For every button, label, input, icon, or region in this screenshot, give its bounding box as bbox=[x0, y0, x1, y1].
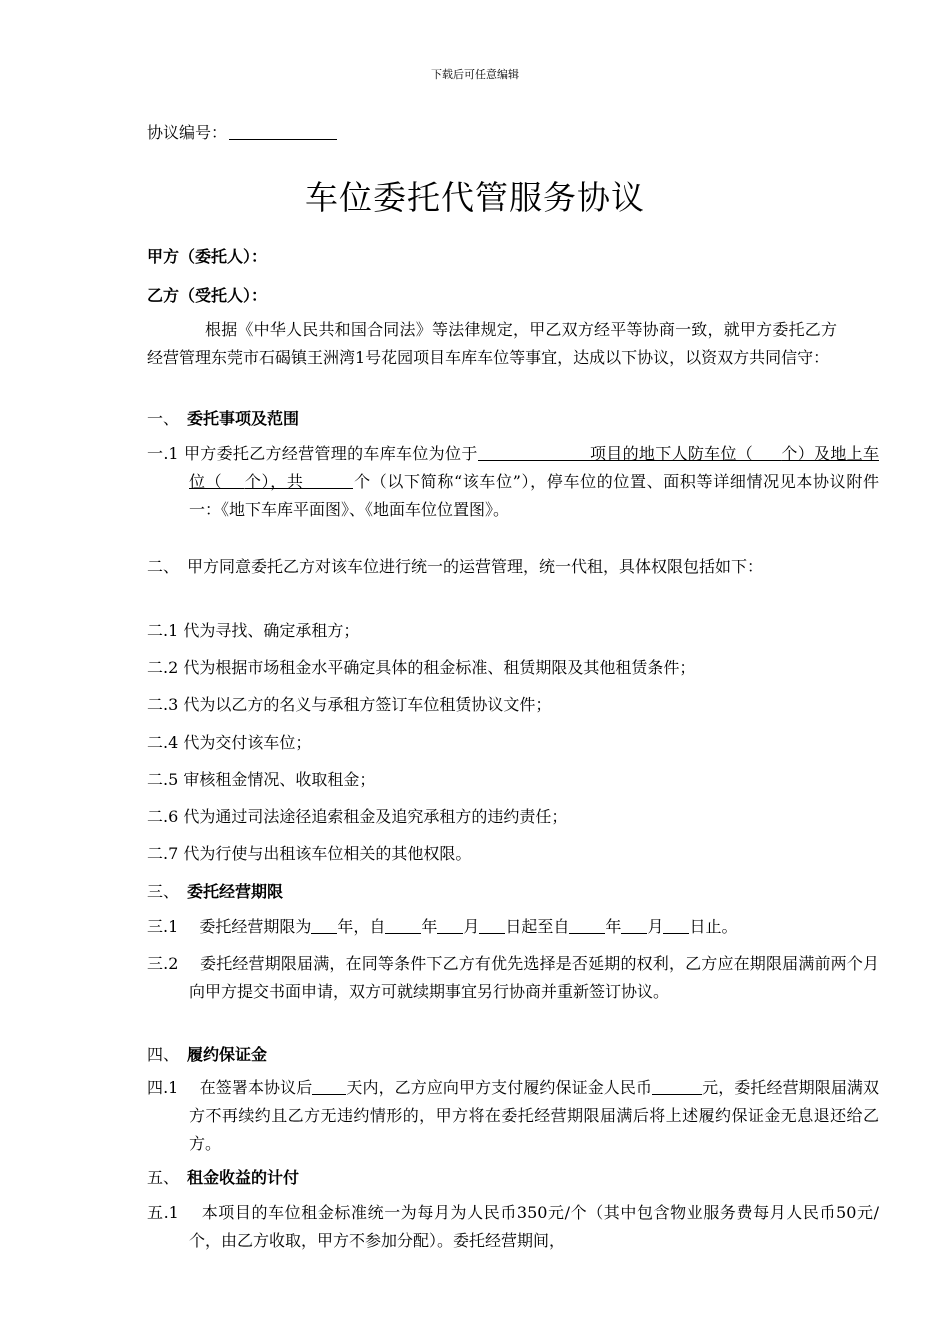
clause-3-2: 三.2 委托经营期限届满，在同等条件下乙方有优先选择是否延期的权利，乙方应在期限届满前两个月向甲方提交书面申请，双方可就续期事宜另行协商并重新签订协议。 bbox=[147, 954, 879, 1001]
clause-2-item: 二.1 代为寻找、确定承租方； bbox=[147, 621, 360, 640]
clause-2-item: 二.7 代为行使与出租该车位相关的其他权限。 bbox=[147, 844, 472, 863]
clause-2-item: 二.3 代为以乙方的名义与承租方签订车位租赁协议文件； bbox=[147, 695, 552, 714]
document-title: 车位委托代管服务协议 bbox=[305, 178, 645, 217]
clause-2-item: 二.6 代为通过司法途径追索租金及追究承租方的违约责任； bbox=[147, 807, 568, 826]
clause-4-1: 四.1 在签署本协议后 天内，乙方应向甲方支付履约保证金人民币 元，委托经营期限届满双方不再续约且乙方无违约情形的，甲方将在委托经营期限届满后将上述履约保证金无息退还给乙方。 bbox=[147, 1078, 879, 1153]
clause-2-item: 二.4 代为交付该车位； bbox=[147, 733, 312, 752]
clause-2-item: 二.5 审核租金情况、收取租金； bbox=[147, 770, 376, 789]
section-heading: 一、 委托事项及范围 bbox=[147, 409, 300, 428]
header-note: 下载后可任意编辑 bbox=[431, 68, 519, 81]
intro-paragraph: 根据《中华人民共和国合同法》等法律规定，甲乙双方经平等协商一致，就甲方委托乙方经营管理东莞市石碣镇王洲湾1号花园项目车库车位等事宜，达成以下协议，以资双方共同信守： bbox=[147, 320, 837, 367]
agreement-number-blank bbox=[229, 123, 337, 140]
clause-5-1: 五.1 本项目的车位租金标准统一为每月为人民币350元/个（其中包含物业服务费每月人民币50元/个，由乙方收取，甲方不参加分配）。委托经营期间， bbox=[147, 1203, 879, 1250]
section-heading: 三、 委托经营期限 bbox=[147, 882, 284, 901]
party-b-label: 乙方（受托人）： bbox=[147, 286, 268, 305]
agreement-number bbox=[147, 120, 337, 143]
clause-2: 二、 甲方同意委托乙方对该车位进行统一的运营管理，统一代租，具体权限包括如下： bbox=[147, 557, 764, 576]
clause-3-1: 三.1 委托经营期限为 年，自 年 月 日起至自 年 月 日止。 bbox=[147, 917, 738, 936]
section-heading: 四、 履约保证金 bbox=[147, 1045, 268, 1064]
section-heading: 五、 租金收益的计付 bbox=[147, 1168, 300, 1187]
clause-2-item: 二.2 代为根据市场租金水平确定具体的租金标准、租赁期限及其他租赁条件； bbox=[147, 658, 696, 677]
party-a-label: 甲方（委托人）： bbox=[147, 247, 268, 266]
agreement-number-label: 协议编号： bbox=[147, 123, 228, 142]
clause-1-1: 一.1 甲方委托乙方经营管理的车库车位为位于 项目的地下人防车位（ 个）及地上车位（ 个），共 个（以下简称“该车位”），停车位的位置、面积等详细情况见本协议附件一：《地下车库平面图》、《地面车位位置图》。 bbox=[147, 444, 879, 519]
